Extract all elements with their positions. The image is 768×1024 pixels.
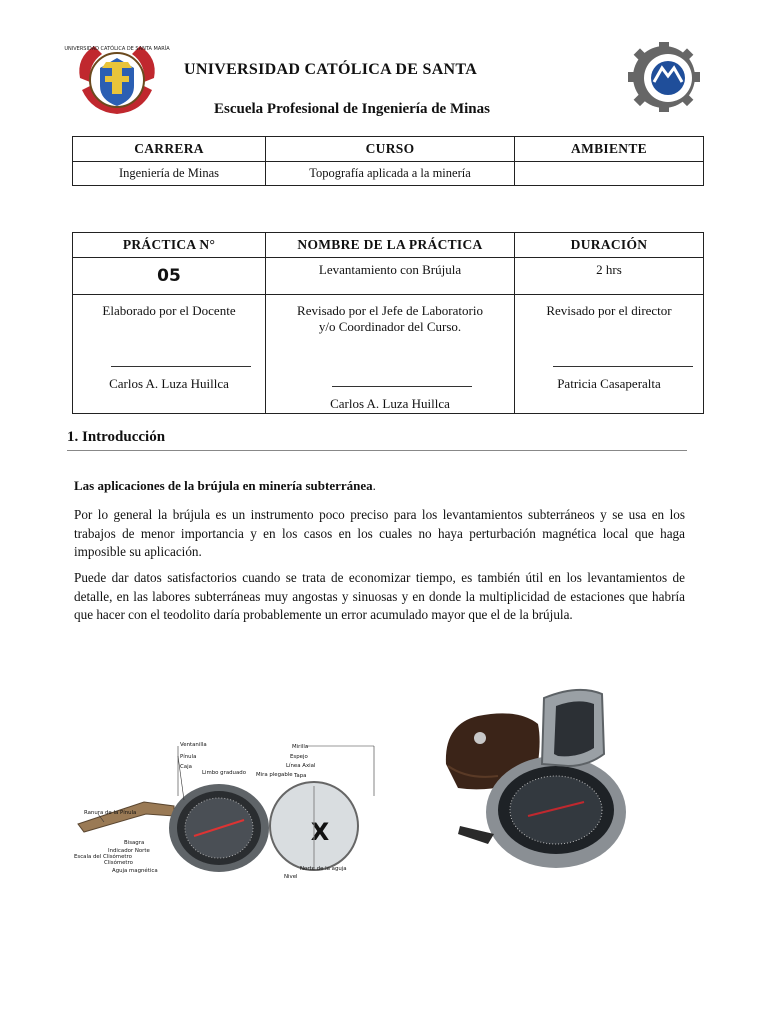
- label-aguja: Aguja magnética: [112, 868, 158, 874]
- svg-text:X: X: [310, 818, 330, 846]
- label-ranura: Ranura de la Pínula: [84, 810, 137, 816]
- course-info-table: [72, 136, 704, 186]
- school-name: Escuela Profesional de Ingeniería de Minas: [214, 101, 490, 117]
- label-norte: Norte de la aguja: [300, 866, 347, 872]
- practice-table: [72, 232, 704, 414]
- label-nivel: Nivel: [284, 874, 298, 880]
- label-ventanilla: Ventanilla: [180, 742, 207, 748]
- university-logo: [64, 38, 170, 120]
- curso-value: Topografía aplicada a la minería: [266, 162, 515, 186]
- label-bisagra: Bisagra: [124, 840, 145, 846]
- header-nombre: NOMBRE DE LA PRÁCTICA: [266, 233, 515, 258]
- university-name: UNIVERSIDAD CATÓLICA DE SANTA: [184, 61, 478, 78]
- signature-role: Revisado por el Jefe de Laboratorio: [297, 303, 483, 318]
- signature-line: [332, 386, 472, 387]
- signature-cell-jefe: [266, 295, 515, 414]
- signature-cell-director: [515, 295, 704, 414]
- practice-name: Levantamiento con Brújula: [266, 258, 515, 295]
- label-caja: Caja: [180, 764, 192, 770]
- subsection-heading: [74, 478, 376, 494]
- signature-role-line2: y/o Coordinador del Curso.: [318, 319, 462, 334]
- section-heading: 1. Introducción: [67, 429, 166, 445]
- carrera-value: Ingeniería de Minas: [73, 162, 266, 186]
- header-practica: PRÁCTICA N°: [73, 233, 266, 258]
- subsection-title: Las aplicaciones de la brújula en minería subterránea: [74, 478, 373, 493]
- signature-name: Carlos A. Luza Huillca: [109, 376, 229, 391]
- label-espejo: Espejo: [290, 754, 308, 760]
- label-mirilla: Mirilla: [292, 744, 309, 750]
- signature-role: Elaborado por el Docente: [102, 303, 236, 318]
- header-ambiente: AMBIENTE: [515, 137, 704, 162]
- signature-cell-docente: [73, 295, 266, 414]
- header-duracion: DURACIÓN: [515, 233, 704, 258]
- subsection-period: .: [372, 478, 376, 493]
- header-curso: CURSO: [266, 137, 515, 162]
- signature-name: Patricia Casaperalta: [557, 376, 661, 391]
- faculty-logo: [628, 42, 700, 112]
- signature-line: [111, 366, 251, 367]
- signature-role: Revisado por el director: [546, 303, 672, 318]
- practice-duration: 2 hrs: [515, 258, 704, 295]
- label-escala: Escala del Clisómetro: [74, 854, 132, 860]
- signature-name: Carlos A. Luza Huillca: [330, 396, 450, 411]
- signature-line: [553, 366, 693, 367]
- label-linea-axial: Línea Axial: [286, 763, 316, 769]
- label-mira: Mira plegable: [256, 772, 293, 778]
- svg-text:UNIVERSIDAD CATÓLICA DE SANTA: UNIVERSIDAD CATÓLICA DE SANTA MARÍA: [64, 46, 170, 52]
- practice-number: 05: [73, 258, 266, 295]
- label-tapa: Tapa: [294, 773, 307, 779]
- label-limbo: Limbo graduado: [202, 770, 246, 776]
- label-clisometro: Clisómetro: [104, 860, 133, 866]
- paragraph-2: Puede dar datos satisfactorios cuando se trata de economizar tiempo, es también útil en los levantamientos de detalle, en las labores subterráneas muy angostas y sinuosas y en donde la multiplicidad de estaciones que habría que hacer con el teodolito daría probablemente un error acumulado mayor que el de la brújula.: [74, 570, 685, 622]
- compass-photo: [438, 684, 638, 876]
- compass-diagram: [74, 736, 392, 880]
- ambiente-value: [515, 162, 704, 186]
- paragraph-1: Por lo general la brújula es un instrumento poco preciso para los levantamientos subterráneos y se usa en los trabajos de menor importancia y en los casos en los cuales no haya perturbación magnética local que haga imposible su aplicación.: [74, 507, 685, 559]
- label-pinula: Pínula: [180, 754, 197, 760]
- label-indicador: Indicador Norte: [108, 848, 150, 854]
- header-carrera: CARRERA: [73, 137, 266, 162]
- section-divider: [67, 450, 687, 451]
